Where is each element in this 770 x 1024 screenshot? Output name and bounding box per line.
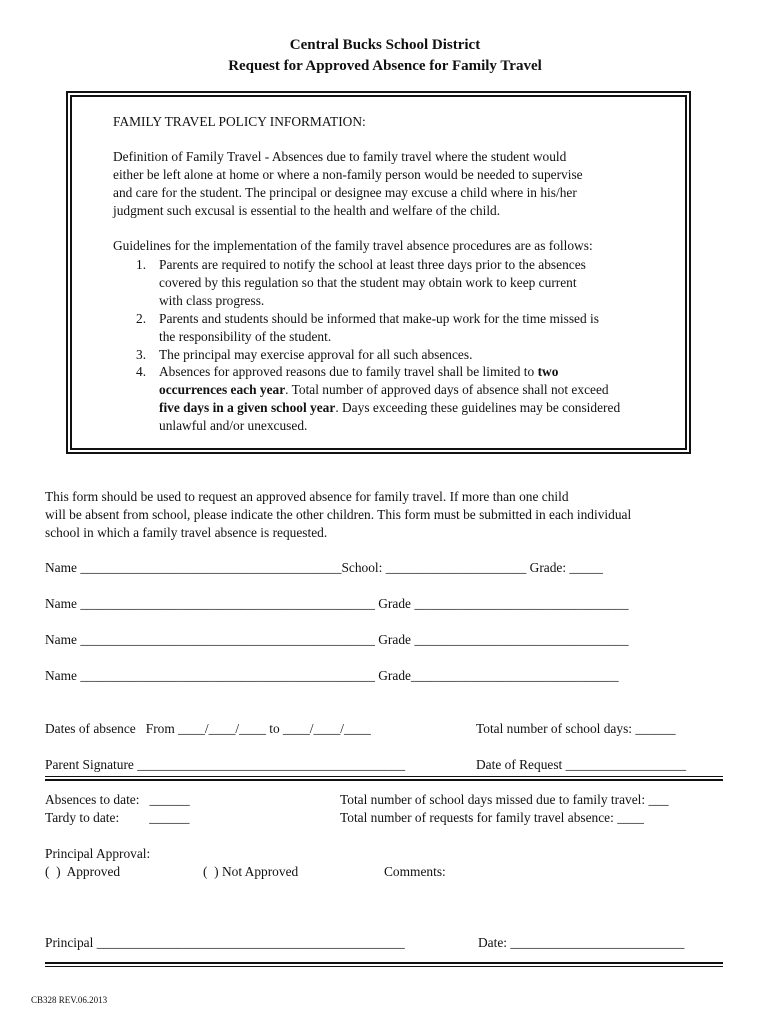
form-code: CB328 REV.06.2013 xyxy=(31,995,108,1005)
definition-line-1: Definition of Family Travel - Absences due to family travel where the student would xyxy=(113,149,567,164)
student-name-grade-field-2[interactable]: Name ____________________________________________ Grade ________________________________ xyxy=(45,596,629,611)
date-of-request-field[interactable]: Date of Request __________________ xyxy=(476,757,687,772)
definition-line-3: and care for the student. The principal or designee may excuse a child where in his/her xyxy=(113,185,577,200)
student-name-school-grade-field[interactable]: Name _______________________________________School: _____________________ Grade: _____ xyxy=(45,560,603,575)
family-travel-requests-field[interactable]: Total number of requests for family travel absence: ____ xyxy=(340,810,644,825)
guideline-bold-two: two xyxy=(537,364,559,379)
student-name-grade-field-4[interactable]: Name ____________________________________________ Grade_______________________________ xyxy=(45,668,619,683)
guideline-text: Parents and students should be informed that make-up work for the time missed is xyxy=(159,311,599,326)
guideline-text-part: . Days exceeding these guidelines may be considered xyxy=(335,400,621,415)
guideline-number: 3. xyxy=(136,347,147,362)
divider-thick xyxy=(45,779,723,781)
guideline-item-3 xyxy=(136,346,696,364)
total-school-days-field[interactable]: Total number of school days: ______ xyxy=(476,721,676,736)
approved-checkbox[interactable]: ( ) Approved xyxy=(45,864,121,879)
intro-line-2: will be absent from school, please indicate the other children. This form must be submitted in each individual xyxy=(45,507,632,522)
district-title: Central Bucks School District xyxy=(289,37,481,53)
guideline-bold-five-days: five days in a given school year xyxy=(159,400,336,415)
comments-label: Comments: xyxy=(384,864,446,879)
definition-line-2: either be left alone at home or where a non-family person would be needed to supervise xyxy=(113,167,583,182)
guideline-text: with class progress. xyxy=(159,293,265,308)
dates-of-absence-field[interactable]: Dates of absence From ____/____/____ to ____/____/____ xyxy=(45,721,371,736)
not-approved-checkbox[interactable]: ( ) Not Approved xyxy=(203,864,299,879)
principal-approval-heading: Principal Approval: xyxy=(45,846,151,861)
policy-heading: FAMILY TRAVEL POLICY INFORMATION: xyxy=(113,114,366,129)
bottom-divider-thin xyxy=(45,966,723,967)
parent-signature-field[interactable]: Parent Signature ________________________________________ xyxy=(45,757,406,772)
guideline-text: The principal may exercise approval for all such absences. xyxy=(159,347,473,362)
days-missed-family-travel-field[interactable]: Total number of school days missed due to family travel: ___ xyxy=(340,792,669,807)
guideline-text xyxy=(159,363,558,381)
guideline-number: 4. xyxy=(136,364,147,379)
guideline-text-part: Absences for approved reasons due to family travel shall be limited to xyxy=(159,364,538,379)
guideline-text: covered by this regulation so that the student may obtain work to keep current xyxy=(159,275,577,290)
intro-line-1: This form should be used to request an approved absence for family travel. If more than one child xyxy=(45,489,569,504)
guideline-item-1 xyxy=(136,256,696,310)
guideline-item-2 xyxy=(136,310,696,346)
divider-thin xyxy=(45,776,723,777)
absences-to-date-field[interactable]: Absences to date: ______ xyxy=(45,792,190,807)
guideline-number: 2. xyxy=(136,311,147,326)
guideline-text xyxy=(159,399,620,417)
guideline-text: Parents are required to notify the school at least three days prior to the absences xyxy=(159,257,586,272)
guideline-bold-occurrences: occurrences each year xyxy=(159,382,286,397)
student-name-grade-field-3[interactable]: Name ____________________________________________ Grade ________________________________ xyxy=(45,632,629,647)
form-title: Request for Approved Absence for Family Travel xyxy=(228,58,542,74)
principal-signature-field[interactable]: Principal ______________________________________________ xyxy=(45,935,405,950)
guideline-text: the responsibility of the student. xyxy=(159,329,332,344)
guideline-text-part: . Total number of approved days of absence shall not exceed xyxy=(285,382,609,397)
definition-line-4: judgment such excusal is essential to the health and welfare of the child. xyxy=(113,203,501,218)
principal-date-field[interactable]: Date: __________________________ xyxy=(478,935,685,950)
guideline-text xyxy=(159,381,609,399)
bottom-divider-thick xyxy=(45,962,723,964)
guidelines-intro: Guidelines for the implementation of the family travel absence procedures are as follows: xyxy=(113,238,593,253)
guideline-number: 1. xyxy=(136,257,147,272)
guideline-text: unlawful and/or unexcused. xyxy=(159,418,308,433)
guideline-item-4 xyxy=(136,363,696,435)
tardy-to-date-field[interactable]: Tardy to date: ______ xyxy=(45,810,190,825)
intro-line-3: school in which a family travel absence is requested. xyxy=(45,525,328,540)
